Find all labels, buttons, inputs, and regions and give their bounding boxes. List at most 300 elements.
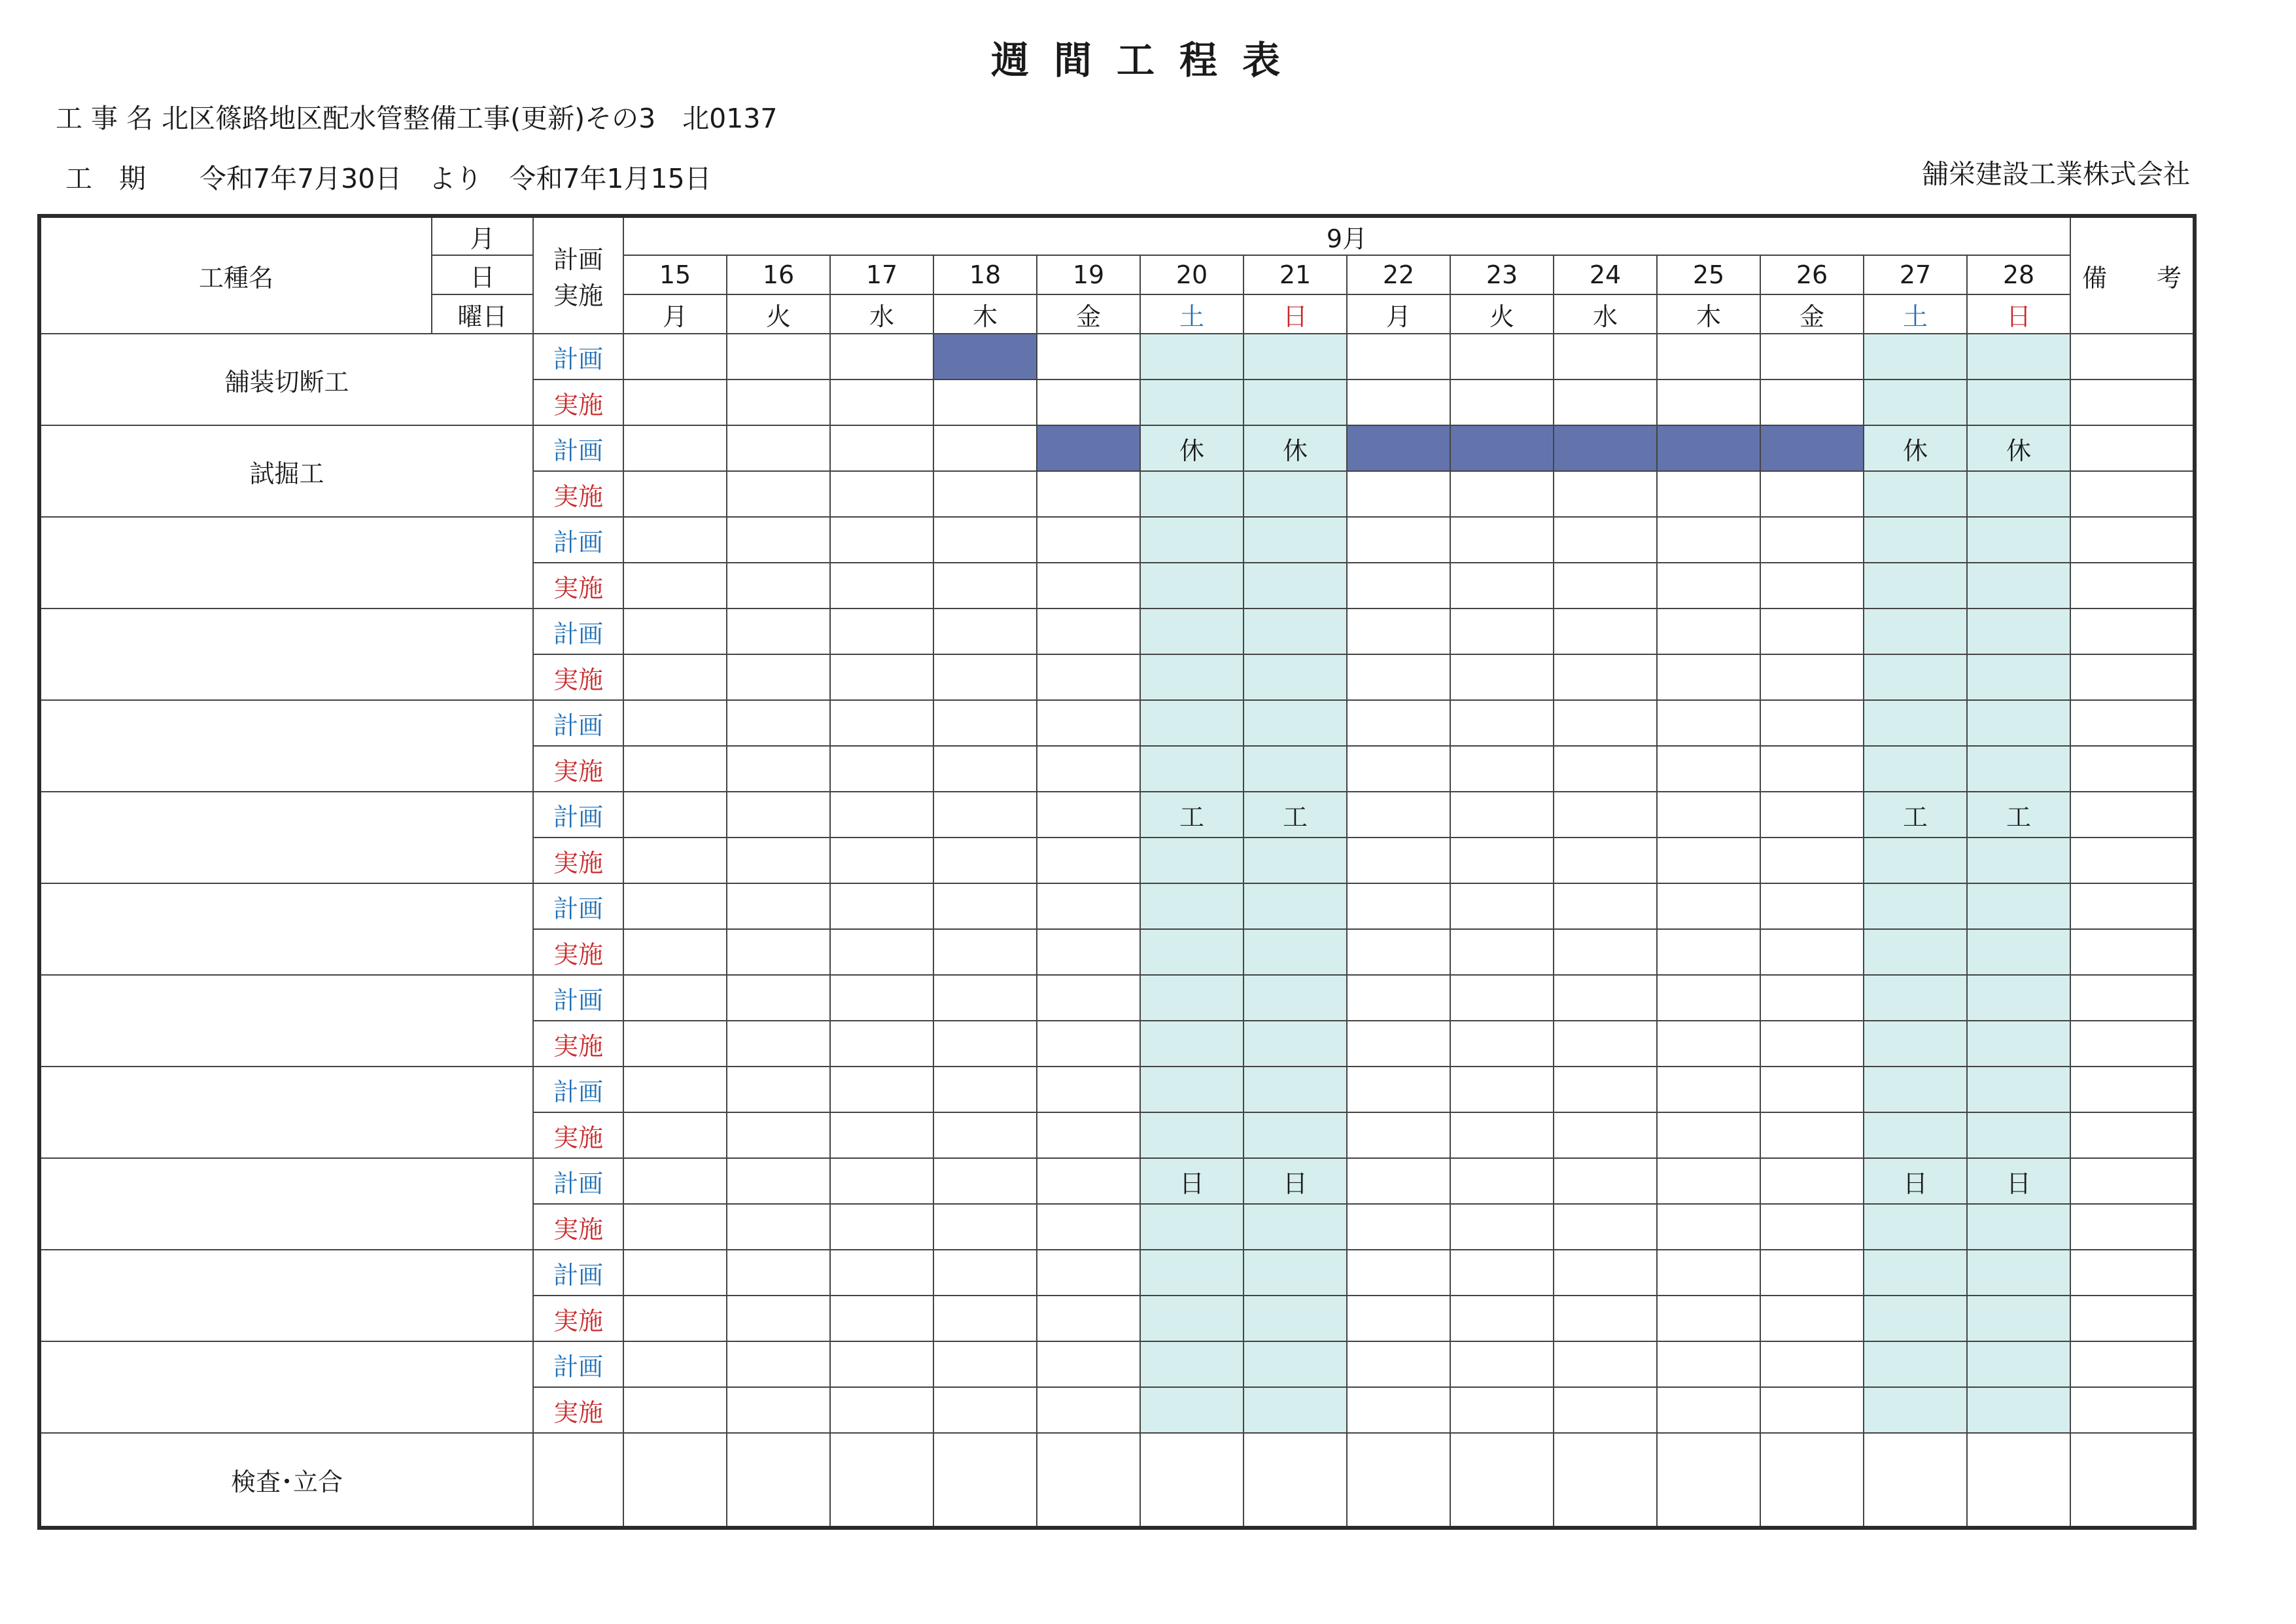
weekday-name: 土 [1140, 294, 1244, 334]
weekday-name: 火 [727, 294, 830, 334]
plan-cell [623, 1341, 727, 1387]
actual-cell [1967, 746, 2070, 792]
plan-cell [727, 1250, 830, 1296]
actual-cell [1140, 380, 1244, 425]
actual-label: 実施 [533, 1112, 623, 1158]
actual-cell [1657, 746, 1760, 792]
plan-cell [1037, 700, 1140, 746]
actual-cell [1347, 380, 1450, 425]
plan-cell [1760, 792, 1864, 838]
actual-cell [623, 1112, 727, 1158]
day-number: 20 [1140, 255, 1244, 294]
actual-cell [1140, 838, 1244, 883]
plan-cell [1347, 1250, 1450, 1296]
plan-cell [623, 609, 727, 654]
actual-cell [727, 1387, 830, 1433]
plan-cell [1657, 609, 1760, 654]
actual-cell [933, 563, 1037, 609]
plan-cell [1347, 792, 1450, 838]
plan-cell [727, 975, 830, 1021]
plan-cell: 工 [1140, 792, 1244, 838]
task-name [39, 1341, 533, 1433]
actual-cell [830, 929, 933, 975]
project-name: 工 事 名 北区篠路地区配水管整備工事(更新)その3 北0137 [56, 103, 778, 134]
actual-cell [1657, 1021, 1760, 1067]
actual-cell [1554, 746, 1657, 792]
actual-cell [623, 1021, 727, 1067]
actual-cell [1037, 380, 1140, 425]
actual-cell [933, 471, 1037, 517]
actual-cell [1450, 1387, 1554, 1433]
plan-cell: 休 [1140, 425, 1244, 471]
plan-cell [1760, 425, 1864, 471]
plan-cell [1347, 883, 1450, 929]
plan-cell [1864, 609, 1967, 654]
actual-cell [727, 1021, 830, 1067]
actual-cell [1864, 1204, 1967, 1250]
actual-cell [623, 1387, 727, 1433]
task-name [39, 700, 533, 792]
actual-cell [1864, 1021, 1967, 1067]
plan-cell [933, 1158, 1037, 1204]
plan-cell [1967, 609, 2070, 654]
actual-cell [1140, 1296, 1244, 1341]
plan-cell [1967, 517, 2070, 563]
actual-cell [1760, 1296, 1864, 1341]
plan-cell [1244, 883, 1347, 929]
actual-cell [1760, 746, 1864, 792]
actual-cell [830, 471, 933, 517]
schedule-table [37, 214, 2197, 1530]
plan-label: 計画 [533, 883, 623, 929]
plan-cell [830, 1158, 933, 1204]
actual-cell [1967, 563, 2070, 609]
plan-cell [1037, 1250, 1140, 1296]
actual-cell [1037, 1021, 1140, 1067]
plan-cell [1347, 609, 1450, 654]
plan-cell [1864, 1341, 1967, 1387]
remarks-cell [2070, 1387, 2195, 1433]
plan-cell [1657, 517, 1760, 563]
plan-cell [1760, 1158, 1864, 1204]
plan-cell [1037, 334, 1140, 380]
actual-cell [830, 746, 933, 792]
plan-cell [1450, 700, 1554, 746]
actual-cell [1347, 563, 1450, 609]
remarks-cell [2070, 1112, 2195, 1158]
plan-cell [727, 883, 830, 929]
actual-label: 実施 [533, 929, 623, 975]
actual-label: 実施 [533, 380, 623, 425]
actual-cell [1760, 1204, 1864, 1250]
plan-cell [1864, 1250, 1967, 1296]
actual-cell [933, 1387, 1037, 1433]
weekday-name: 月 [1347, 294, 1450, 334]
task-name [39, 609, 533, 700]
plan-cell [1244, 1250, 1347, 1296]
remarks-cell [2070, 1296, 2195, 1341]
day-number: 27 [1864, 255, 1967, 294]
actual-cell [1037, 838, 1140, 883]
actual-cell [623, 1296, 727, 1341]
actual-cell [727, 746, 830, 792]
plan-cell [1450, 792, 1554, 838]
actual-cell [1760, 654, 1864, 700]
plan-label: 計画 [533, 1067, 623, 1112]
plan-cell [727, 1341, 830, 1387]
plan-cell [1140, 1341, 1244, 1387]
actual-cell [1347, 1112, 1450, 1158]
remarks-cell [2070, 471, 2195, 517]
plan-cell [623, 334, 727, 380]
remarks-cell [2070, 1067, 2195, 1112]
remarks-cell [2070, 1204, 2195, 1250]
actual-cell [1554, 1387, 1657, 1433]
plan-cell [623, 1158, 727, 1204]
plan-cell: 休 [1244, 425, 1347, 471]
actual-cell [830, 1112, 933, 1158]
plan-cell [933, 334, 1037, 380]
actual-cell [1347, 1021, 1450, 1067]
plan-cell [830, 792, 933, 838]
actual-label: 実施 [533, 1296, 623, 1341]
actual-cell [1967, 838, 2070, 883]
plan-cell [1760, 1067, 1864, 1112]
plan-cell [1450, 1250, 1554, 1296]
remarks-cell [2070, 883, 2195, 929]
plan-label: 計画 [533, 425, 623, 471]
inspection-cell [1967, 1433, 2070, 1528]
actual-cell [1554, 838, 1657, 883]
inspection-cell [1760, 1433, 1864, 1528]
weekday-name: 日 [1967, 294, 2070, 334]
plan-cell [1760, 883, 1864, 929]
plan-cell [1037, 517, 1140, 563]
actual-cell [623, 471, 727, 517]
weekday-name: 木 [933, 294, 1037, 334]
actual-cell [1554, 1204, 1657, 1250]
inspection-cell [1657, 1433, 1760, 1528]
task-name [39, 883, 533, 975]
plan-cell [933, 517, 1037, 563]
actual-cell [1450, 838, 1554, 883]
plan-cell [1554, 425, 1657, 471]
plan-cell [830, 425, 933, 471]
actual-cell [1140, 1204, 1244, 1250]
plan-cell [1140, 883, 1244, 929]
plan-cell [1657, 1067, 1760, 1112]
remarks-cell [2070, 1250, 2195, 1296]
plan-cell [727, 700, 830, 746]
remarks-cell [2070, 334, 2195, 380]
plan-cell [1244, 700, 1347, 746]
plan-cell [623, 1067, 727, 1112]
plan-cell [1967, 1250, 2070, 1296]
actual-cell [727, 563, 830, 609]
actual-cell [1037, 654, 1140, 700]
actual-cell [1037, 471, 1140, 517]
plan-cell [727, 792, 830, 838]
plan-cell [1760, 334, 1864, 380]
plan-label: 計画 [533, 975, 623, 1021]
plan-cell [1967, 883, 2070, 929]
plan-label: 計画 [533, 517, 623, 563]
plan-cell [1450, 1158, 1554, 1204]
actual-cell [1554, 380, 1657, 425]
actual-cell [623, 380, 727, 425]
actual-cell [1450, 1296, 1554, 1341]
actual-cell [830, 380, 933, 425]
plan-cell [623, 975, 727, 1021]
remarks-cell [2070, 609, 2195, 654]
plan-cell: 日 [1864, 1158, 1967, 1204]
plan-label: 計画 [533, 1158, 623, 1204]
actual-cell [1657, 654, 1760, 700]
plan-cell: 日 [1244, 1158, 1347, 1204]
actual-cell [1450, 1112, 1554, 1158]
actual-cell [1347, 1387, 1450, 1433]
day-number: 18 [933, 255, 1037, 294]
plan-cell: 工 [1244, 792, 1347, 838]
plan-cell [1657, 883, 1760, 929]
actual-cell [933, 746, 1037, 792]
actual-label: 実施 [533, 1387, 623, 1433]
actual-cell [933, 1112, 1037, 1158]
plan-label: 計画 [533, 334, 623, 380]
weekday-name: 火 [1450, 294, 1554, 334]
plan-cell [1140, 609, 1244, 654]
plan-cell [1244, 334, 1347, 380]
actual-cell [727, 838, 830, 883]
remarks-cell [2070, 1341, 2195, 1387]
actual-label: 実施 [533, 563, 623, 609]
actual-cell [1657, 1387, 1760, 1433]
day-number: 23 [1450, 255, 1554, 294]
actual-cell [623, 746, 727, 792]
plan-cell [1657, 334, 1760, 380]
plan-cell [1140, 975, 1244, 1021]
day-label: 日 [432, 255, 533, 294]
plan-cell [1967, 700, 2070, 746]
plan-cell [1554, 1250, 1657, 1296]
plan-cell [1244, 975, 1347, 1021]
actual-cell [1864, 654, 1967, 700]
actual-cell [1140, 654, 1244, 700]
work-type-header: 工種名 [39, 216, 432, 334]
plan-label: 計画 [533, 700, 623, 746]
actual-cell [1967, 1021, 2070, 1067]
plan-cell [933, 1067, 1037, 1112]
month-label: 月 [432, 216, 533, 255]
actual-cell [727, 654, 830, 700]
actual-cell [727, 929, 830, 975]
actual-cell [1347, 746, 1450, 792]
plan-cell [1140, 1250, 1244, 1296]
plan-cell [830, 1341, 933, 1387]
actual-label: 実施 [533, 1021, 623, 1067]
weekday-name: 金 [1037, 294, 1140, 334]
weekday-name: 月 [623, 294, 727, 334]
remarks-cell [2070, 792, 2195, 838]
plan-cell [1657, 1341, 1760, 1387]
plan-cell [933, 1250, 1037, 1296]
plan-label: 計画 [533, 609, 623, 654]
task-name [39, 1250, 533, 1341]
actual-cell [1244, 1387, 1347, 1433]
company-name: 舗栄建設工業株式会社 [1922, 158, 2190, 190]
actual-label: 実施 [533, 654, 623, 700]
actual-cell [1140, 1387, 1244, 1433]
plan-cell [830, 334, 933, 380]
plan-cell [933, 700, 1037, 746]
day-number: 24 [1554, 255, 1657, 294]
plan-cell [1450, 334, 1554, 380]
plan-cell: 休 [1967, 425, 2070, 471]
plan-cell [1554, 517, 1657, 563]
plan-cell [623, 700, 727, 746]
actual-cell [933, 838, 1037, 883]
plan-cell [1037, 425, 1140, 471]
plan-cell [1244, 1341, 1347, 1387]
inspection-cell [1037, 1433, 1140, 1528]
task-name [39, 517, 533, 609]
actual-cell [1864, 1387, 1967, 1433]
actual-cell [1244, 929, 1347, 975]
actual-label: 実施 [533, 838, 623, 883]
plan-cell [1657, 700, 1760, 746]
actual-cell [1760, 563, 1864, 609]
weekday-name: 水 [1554, 294, 1657, 334]
plan-cell [1554, 334, 1657, 380]
actual-cell [1450, 929, 1554, 975]
plan-cell [933, 975, 1037, 1021]
actual-cell [1140, 563, 1244, 609]
inspection-cell [1347, 1433, 1450, 1528]
plan-cell [1657, 975, 1760, 1021]
actual-cell [1864, 746, 1967, 792]
plan-cell [1554, 1341, 1657, 1387]
plan-cell [1864, 975, 1967, 1021]
plan-cell [1347, 700, 1450, 746]
weekday-name: 金 [1760, 294, 1864, 334]
plan-cell [1554, 700, 1657, 746]
actual-cell [1037, 1296, 1140, 1341]
plan-cell [727, 1067, 830, 1112]
actual-cell [1864, 471, 1967, 517]
actual-cell [623, 563, 727, 609]
plan-actual-header: 計画 実施 [533, 216, 623, 334]
actual-cell [1244, 380, 1347, 425]
plan-cell [1864, 334, 1967, 380]
remarks-cell [2070, 1433, 2195, 1528]
actual-cell [727, 1112, 830, 1158]
plan-cell [1967, 1341, 2070, 1387]
plan-cell [1450, 1067, 1554, 1112]
actual-cell [830, 1296, 933, 1341]
remarks-cell [2070, 654, 2195, 700]
weekday-name: 日 [1244, 294, 1347, 334]
actual-cell [1554, 929, 1657, 975]
plan-cell [1347, 425, 1450, 471]
actual-cell [933, 1296, 1037, 1341]
plan-cell [1864, 700, 1967, 746]
plan-cell [1657, 792, 1760, 838]
remarks-cell [2070, 975, 2195, 1021]
plan-label: 計画 [533, 792, 623, 838]
plan-cell [1037, 883, 1140, 929]
actual-cell [1347, 471, 1450, 517]
inspection-cell [1864, 1433, 1967, 1528]
plan-cell [1864, 1067, 1967, 1112]
plan-label: 計画 [533, 1341, 623, 1387]
actual-cell [1037, 1112, 1140, 1158]
plan-cell [1967, 1067, 2070, 1112]
actual-cell [830, 1204, 933, 1250]
plan-cell [623, 517, 727, 563]
actual-cell [1244, 563, 1347, 609]
actual-cell [1864, 929, 1967, 975]
plan-cell: 工 [1864, 792, 1967, 838]
actual-cell [933, 929, 1037, 975]
weekday-name: 土 [1864, 294, 1967, 334]
actual-cell [1037, 563, 1140, 609]
plan-cell [1450, 517, 1554, 563]
day-number: 16 [727, 255, 830, 294]
month-value: 9月 [623, 216, 2070, 255]
actual-cell [1450, 380, 1554, 425]
plan-cell [933, 792, 1037, 838]
construction-period: 工 期 令和7年7月30日 より 令和7年1月15日 [65, 163, 712, 194]
plan-cell [933, 425, 1037, 471]
task-name [39, 975, 533, 1067]
inspection-cell [623, 1433, 727, 1528]
plan-cell [933, 609, 1037, 654]
actual-cell [1244, 838, 1347, 883]
actual-cell [1037, 1204, 1140, 1250]
plan-cell [1864, 517, 1967, 563]
actual-cell [1967, 1112, 2070, 1158]
plan-cell [623, 883, 727, 929]
plan-cell [1967, 334, 2070, 380]
plan-cell [1760, 609, 1864, 654]
actual-cell [1554, 1021, 1657, 1067]
plan-cell [1760, 975, 1864, 1021]
actual-label: 実施 [533, 471, 623, 517]
actual-cell [623, 838, 727, 883]
inspection-cell [1244, 1433, 1347, 1528]
day-number: 25 [1657, 255, 1760, 294]
plan-cell [1347, 975, 1450, 1021]
plan-cell [1140, 334, 1244, 380]
actual-cell [830, 563, 933, 609]
actual-label: 実施 [533, 1204, 623, 1250]
actual-cell [1140, 471, 1244, 517]
plan-cell [727, 425, 830, 471]
actual-cell [1554, 654, 1657, 700]
remarks-cell [2070, 563, 2195, 609]
actual-cell [1554, 563, 1657, 609]
plan-cell [1037, 609, 1140, 654]
actual-cell [1450, 471, 1554, 517]
actual-cell [1760, 838, 1864, 883]
task-name [39, 1158, 533, 1250]
actual-cell [1657, 471, 1760, 517]
remarks-cell [2070, 517, 2195, 563]
inspection-cell [1450, 1433, 1554, 1528]
actual-label: 実施 [533, 746, 623, 792]
actual-cell [1967, 654, 2070, 700]
actual-cell [1450, 654, 1554, 700]
